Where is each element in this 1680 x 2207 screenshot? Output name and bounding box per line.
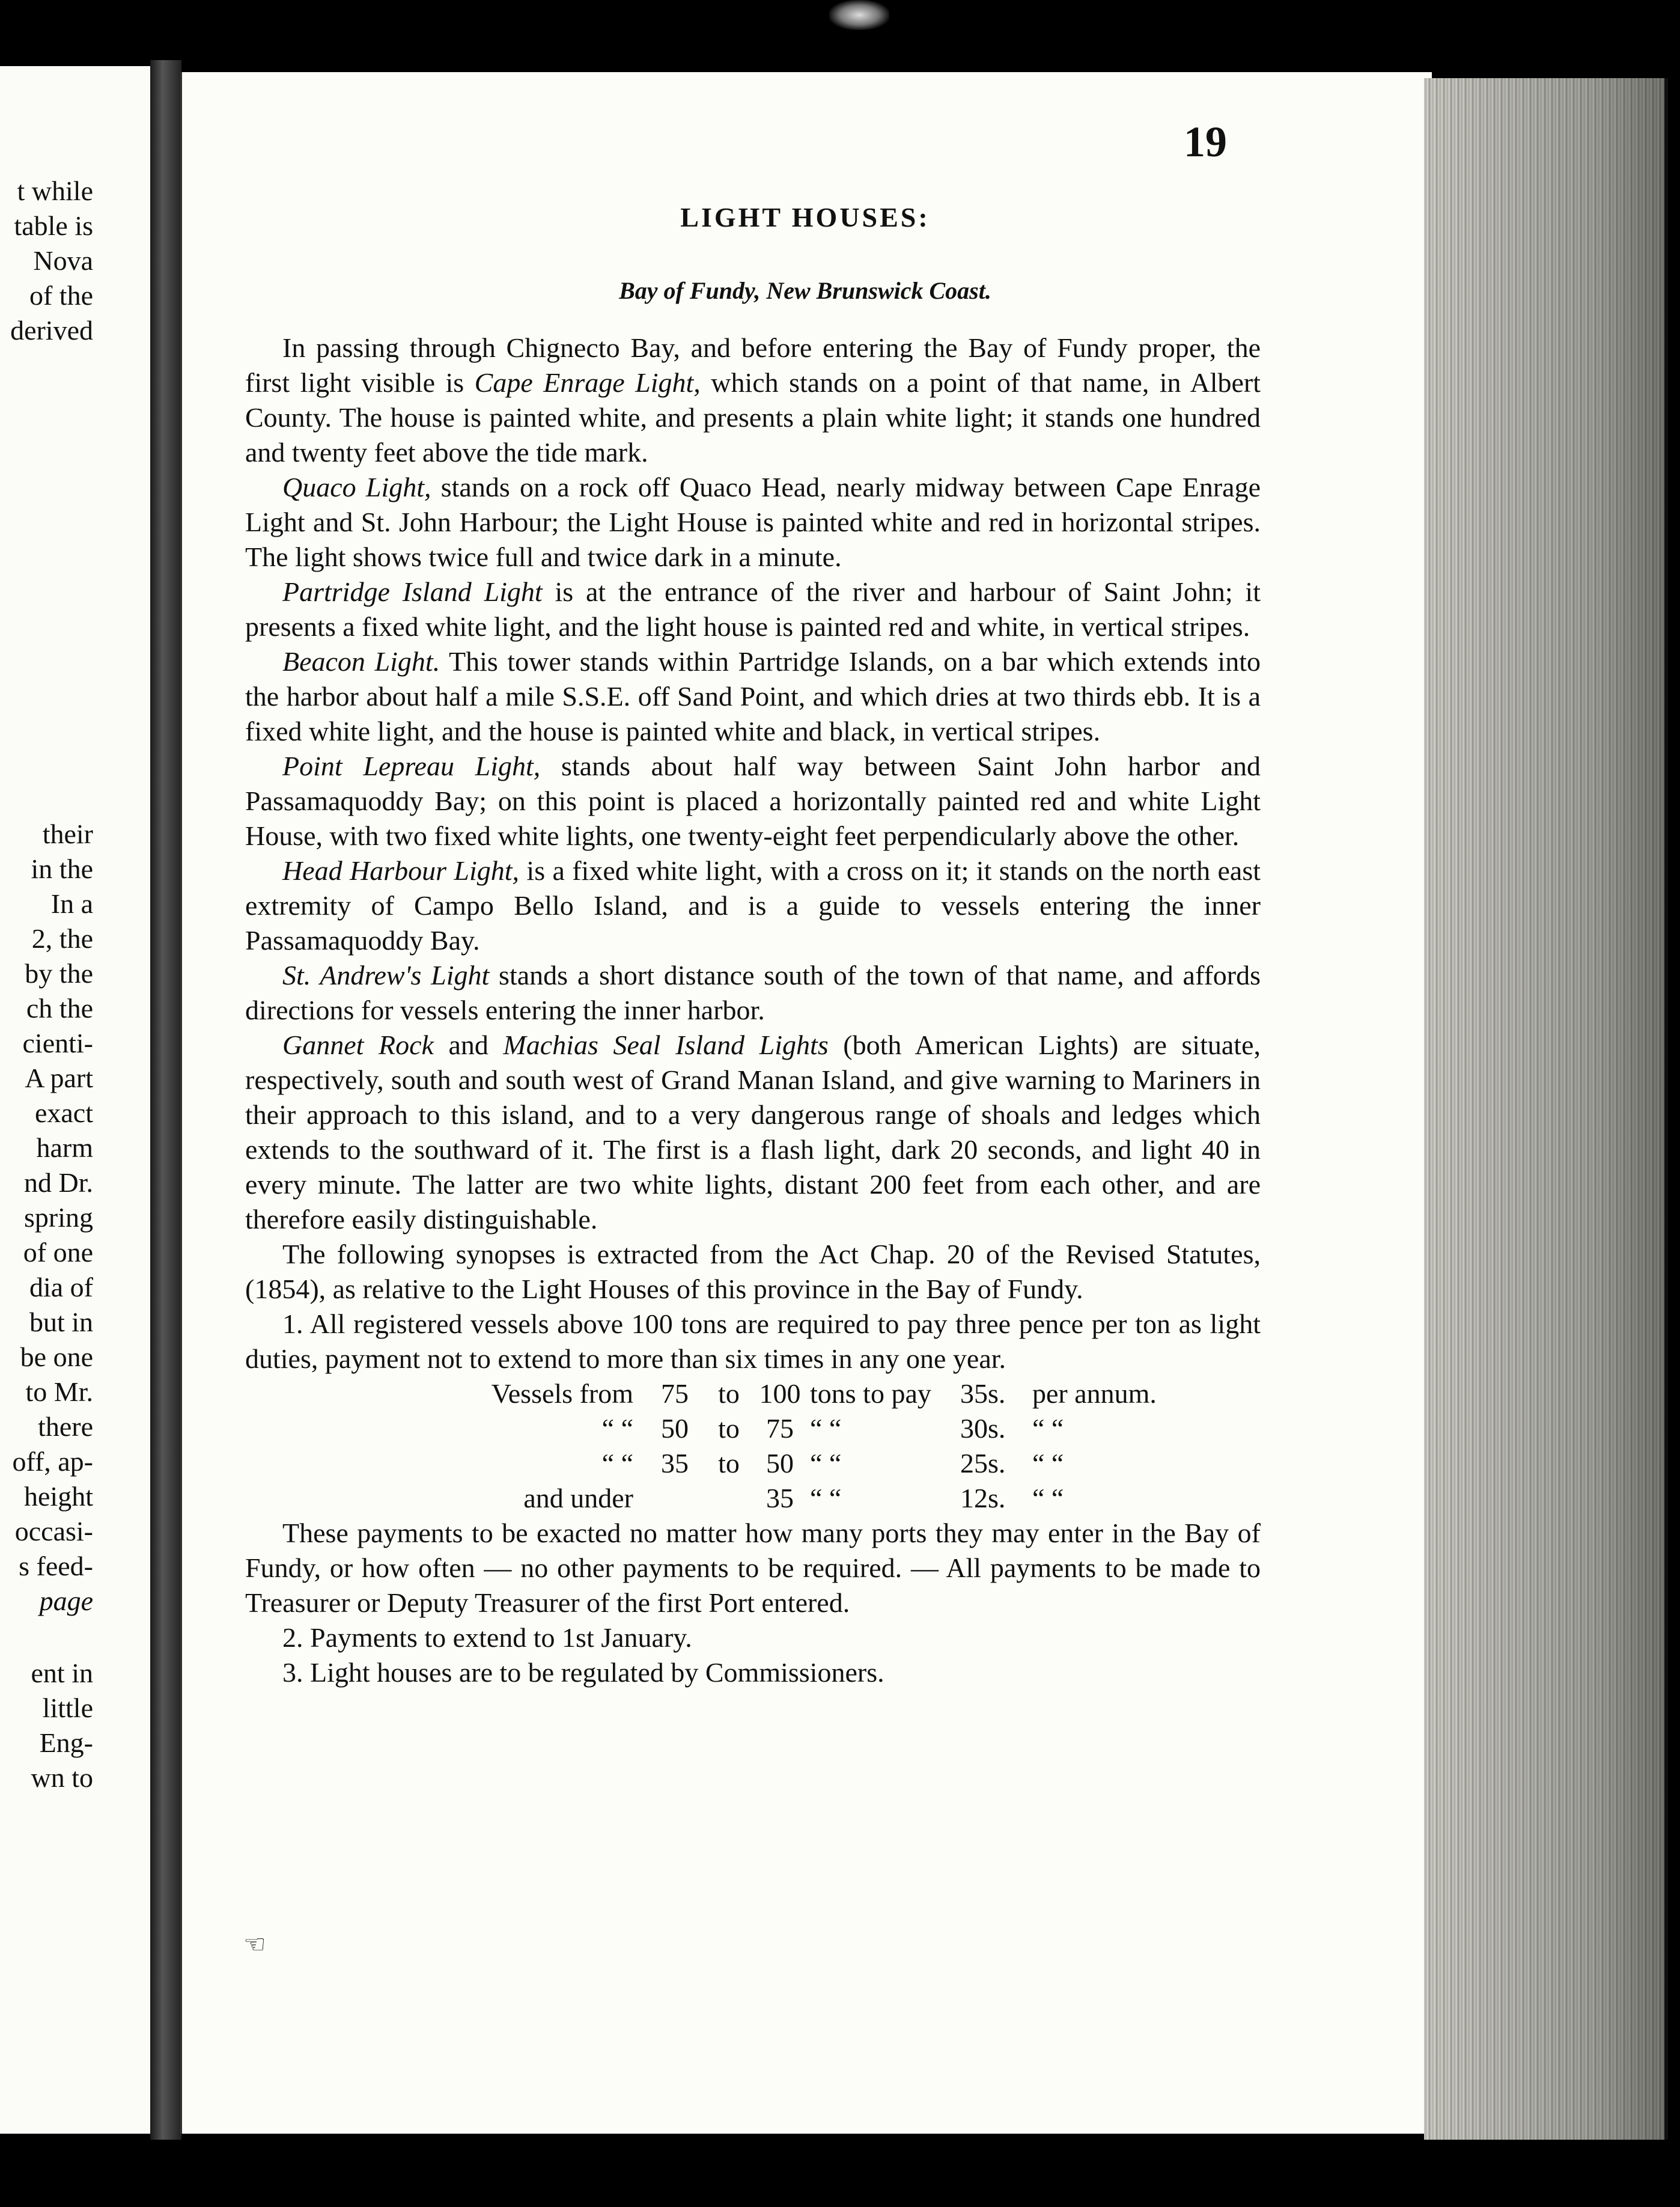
left-line: height xyxy=(24,1481,93,1512)
light-name: Head Harbour Light, xyxy=(282,855,520,886)
left-line: A part xyxy=(25,1063,93,1093)
paragraph-point-lepreau: Point Lepreau Light, stands about half way between Saint John harbor and Passamaquoddy Bay; on this point is placed a horizontally painted red and white Light House, with two fixed white lights, one twenty-eight feet perpendicularly above the other. xyxy=(245,751,1261,851)
paragraph-gannet-rock: Gannet Rock and Machias Seal Island Lights (both American Lights) are situate, respectively, south and south west of Grand Manan Island, and give warning to Mariners in their approach to this island, and to a very dangerous range of shoals and ledges which extends to the southward of it. The first is a flash light, dark 20 seconds, and light 40 in every minute. The latter are two white lights, distant 200 feet from each other, and are therefore easily distinguishable. xyxy=(245,1030,1261,1235)
page-heading: LIGHT HOUSES: xyxy=(680,202,930,233)
left-line: to Mr. xyxy=(25,1376,93,1407)
left-line: of one xyxy=(23,1237,93,1268)
fee-row: “ “ 35 to 50 “ “ 25s. “ “ xyxy=(601,1448,1064,1479)
left-line: page xyxy=(39,1586,93,1616)
left-line: exact xyxy=(34,1097,93,1128)
paragraph-partridge-island: Partridge Island Light is at the entrance of the river and harbour of Saint John; it presents a fixed white light, and the light house is painted red and white, in vertical stripes. xyxy=(245,576,1261,642)
left-line: s feed- xyxy=(19,1551,93,1581)
left-line: spring xyxy=(24,1202,93,1233)
pointing-hand-icon: ☜ xyxy=(243,1931,266,1959)
paragraph-quaco: Quaco Light, stands on a rock off Quaco Head, nearly midway between Cape Enrage Light and St. John Harbour; the Light House is painted white and red in horizontal stripes. The light shows twice full and twice dark in a minute. xyxy=(245,472,1261,572)
fee-row: “ “ 50 to 75 “ “ 30s. “ “ xyxy=(601,1413,1064,1444)
book-gutter xyxy=(150,60,181,2140)
left-line: ch the xyxy=(26,993,93,1024)
light-name: Point Lepreau Light, xyxy=(282,751,541,781)
left-line: be one xyxy=(20,1342,93,1372)
left-line: derived xyxy=(10,315,93,346)
light-name: St. Andrew's Light xyxy=(282,960,490,991)
fee-row: and under 35 “ “ 12s. “ “ xyxy=(523,1483,1064,1513)
left-facing-page xyxy=(0,66,153,2134)
left-line: by the xyxy=(25,958,93,989)
left-line: Nova xyxy=(33,245,93,276)
light-name: Machias Seal Island Lights xyxy=(503,1030,829,1060)
left-line: ent in xyxy=(31,1658,93,1688)
paragraph-beacon: Beacon Light. This tower stands within Partridge Islands, on a bar which extends into the harbor about half a mile S.S.E. off Sand Point, and which dries at two thirds ebb. It is a fixed white light, and the house is painted white and black, in vertical stripes. xyxy=(245,646,1261,746)
left-line: nd Dr. xyxy=(24,1167,93,1198)
fee-row: Vessels from 75 to 100 tons to pay 35s. per annum. xyxy=(491,1378,1157,1409)
left-line: there xyxy=(38,1411,93,1442)
light-name: Gannet Rock xyxy=(282,1030,434,1060)
left-line: t while xyxy=(17,176,93,206)
light-name: Partridge Island Light xyxy=(282,576,543,607)
page-number: 19 xyxy=(1184,118,1227,166)
left-line: Eng- xyxy=(39,1727,93,1758)
left-line: off, ap- xyxy=(12,1446,93,1477)
left-line: harm xyxy=(36,1132,93,1163)
light-name: Quaco Light, xyxy=(282,472,431,502)
left-line: their xyxy=(42,819,93,849)
paragraph-head-harbour: Head Harbour Light, is a fixed white light, with a cross on it; it stands on the north east extremity of Campo Bello Island, and is a guide to vessels entering the inner Passamaquoddy Bay. xyxy=(245,855,1261,956)
article-body xyxy=(245,331,1261,1690)
page-subheading: Bay of Fundy, New Brunswick Coast. xyxy=(619,277,991,304)
left-line: of the xyxy=(29,280,93,311)
paragraph-payments: These payments to be exacted no matter how many ports they may enter in the Bay of Fundy, or how often — no other payments to be required. — All payments to be made to Treasurer or Deputy Treasurer of the first Port entered. xyxy=(245,1518,1261,1618)
left-line: wn to xyxy=(31,1762,93,1793)
left-line: but in xyxy=(29,1307,93,1337)
light-name: Cape Enrage Light, xyxy=(474,367,701,398)
scan-smudge xyxy=(829,0,889,30)
left-line: In a xyxy=(50,888,93,919)
left-line: in the xyxy=(31,853,93,884)
left-line: cienti- xyxy=(22,1028,93,1058)
paragraph-cape-enrage: In passing through Chignecto Bay, and before entering the Bay of Fundy proper, the first light visible is Cape Enrage Light, which stands on a point of that name, in Albert County. The house is painted white, and presents a plain white light; it stands one hundred and twenty feet above the tide mark. xyxy=(245,332,1261,468)
page-edges-shade xyxy=(1424,78,1664,2140)
rule-2: 2. Payments to extend to 1st January. xyxy=(282,1622,692,1653)
left-line: occasi- xyxy=(14,1516,93,1546)
paragraph-st-andrews: St. Andrew's Light stands a short distance south of the town of that name, and affords directions for vessels entering the inner harbor. xyxy=(245,960,1261,1025)
left-line: little xyxy=(42,1693,93,1723)
left-line: dia of xyxy=(29,1272,93,1302)
left-line: table is xyxy=(14,210,93,241)
rule-3: 3. Light houses are to be regulated by Commissioners. xyxy=(282,1657,884,1688)
left-line: 2, the xyxy=(31,923,93,954)
fee-table xyxy=(245,1376,1261,1516)
rule-1: 1. All registered vessels above 100 tons are required to pay three pence per ton as light duties, payment not to extend to more than six times in any one year. xyxy=(245,1308,1261,1374)
light-name: Beacon Light. xyxy=(282,646,440,677)
paragraph-synopses: The following synopses is extracted from the Act Chap. 20 of the Revised Statutes, (1854), as relative to the Light Houses of this province in the Bay of Fundy. xyxy=(245,1239,1261,1304)
